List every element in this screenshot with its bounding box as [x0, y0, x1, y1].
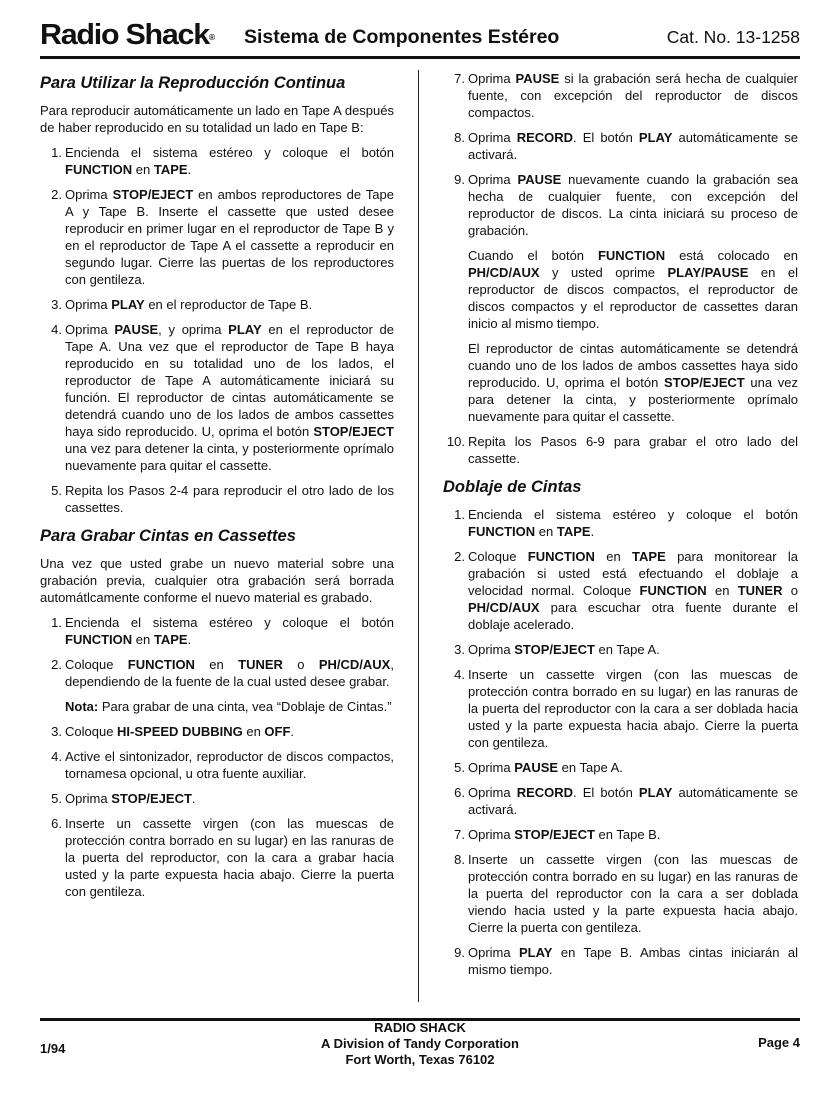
step-item	[40, 656, 394, 715]
step-text: para escuchar otra fuente durante el doblaje acelerado.	[468, 600, 798, 632]
step-paragraph	[65, 614, 394, 648]
step-text: y usted oprime	[539, 265, 668, 280]
step-text: una vez para detener la cinta, y posteriormente oprímalo nuevamente para quitar el cassette.	[468, 375, 798, 424]
footer-division: A Division of Tandy Corporation	[321, 1036, 519, 1051]
right-column	[443, 70, 798, 988]
step-text: Oprima	[65, 791, 112, 806]
control-name: FUNCTION	[65, 162, 133, 177]
step-item	[40, 144, 394, 178]
step-text: .	[590, 524, 595, 539]
step-text: Inserte un cassette virgen (con las muescas de protección contra borrado en su lugar) en las ranuras de la puerta del reproductor con la cara a ser doblada viendo hacia usted y la parte expuesta hacia abajo. Cierre la puerta con gentileza.	[468, 852, 798, 935]
step-text: en	[132, 632, 154, 647]
step-paragraph	[65, 723, 394, 740]
step-paragraph	[65, 482, 394, 516]
step-text: en	[535, 524, 557, 539]
step-text: .	[187, 632, 192, 647]
catalog-number: Cat. No. 13-1258	[666, 27, 800, 47]
step-text: en Tape A.	[558, 760, 623, 775]
step-paragraph	[468, 340, 798, 425]
control-name: STOP/EJECT	[112, 187, 194, 202]
control-name: FUNCTION	[597, 248, 666, 263]
step-paragraph	[65, 186, 394, 288]
step-text: .	[187, 162, 192, 177]
step-paragraph	[468, 129, 798, 163]
step-text: Oprima	[65, 187, 113, 202]
step-text: para monitorear la grabación si usted está efectuando el doblaje a velocidad normal. Coloque	[468, 549, 798, 598]
step-number: 1.	[51, 615, 62, 630]
step-item	[40, 482, 394, 516]
step-paragraph	[65, 296, 394, 313]
page-footer	[40, 1020, 800, 1070]
step-item	[40, 815, 394, 900]
step-text: Repita los Pasos 2-4 para reproducir el otro lado de los cassettes.	[65, 483, 394, 515]
control-name: STOP/EJECT	[514, 827, 595, 842]
step-list	[443, 70, 798, 467]
step-number: 9.	[454, 945, 465, 960]
step-text: Oprima	[65, 322, 115, 337]
step-text: en ambos reproductores de Tape A y Tape B. Inserte el cassette que usted desee reproducir en primer lugar en el reproductor de Tape B y en el reproductor de Tape A el cassette a reproducir en segundo lugar. Cierre las puertas de los reproductores con gentileza.	[65, 187, 395, 287]
control-name: PLAY	[638, 130, 673, 145]
step-item	[40, 296, 394, 313]
step-item	[40, 748, 394, 782]
control-name: PH/CD/AUX	[318, 657, 391, 672]
control-name: PAUSE	[114, 322, 159, 337]
step-text: Oprima	[468, 172, 518, 187]
step-text: en	[706, 583, 738, 598]
step-number: 6.	[51, 816, 62, 831]
step-text: . El botón	[573, 130, 639, 145]
step-paragraph	[65, 144, 394, 178]
control-name: TAPE	[556, 524, 591, 539]
step-paragraph	[65, 748, 394, 782]
step-text: .	[191, 791, 196, 806]
step-list	[40, 144, 394, 516]
registered-mark: ®	[208, 33, 214, 42]
step-number: 2.	[51, 657, 62, 672]
step-text: en Tape A.	[594, 642, 660, 657]
step-number: 3.	[51, 724, 62, 739]
step-number: 2.	[454, 549, 465, 564]
step-item	[443, 784, 798, 818]
step-number: 2.	[51, 187, 62, 202]
control-name: STOP/EJECT	[111, 791, 192, 806]
step-text: en Tape B. Ambas cintas iniciarán al mismo tiempo.	[468, 945, 799, 977]
section-heading-dubbing: Doblaje de Cintas	[443, 478, 582, 496]
step-text: El reproductor de cintas automáticamente se detendrá cuando uno de los lados de ambos cassettes haya sido reproducido. U, oprima el botón	[468, 341, 798, 390]
step-paragraph	[65, 656, 394, 690]
step-list	[40, 614, 394, 900]
step-number: 1.	[454, 507, 465, 522]
step-number: 5.	[454, 760, 465, 775]
step-item	[443, 759, 798, 776]
page-number: Page 4	[758, 1035, 800, 1050]
footer-company: RADIO SHACK	[374, 1020, 466, 1035]
step-item	[40, 790, 394, 807]
note-label: Nota:	[65, 699, 99, 714]
step-item	[443, 666, 798, 751]
step-paragraph	[65, 815, 394, 900]
step-text: Oprima	[468, 827, 515, 842]
footer-address-block	[220, 1020, 620, 1068]
control-name: STOP/EJECT	[514, 642, 595, 657]
step-number: 3.	[454, 642, 465, 657]
step-paragraph	[468, 759, 798, 776]
control-name: OFF	[264, 724, 291, 739]
step-text: en Tape B.	[594, 827, 661, 842]
step-paragraph	[468, 70, 798, 121]
control-name: PLAY	[228, 322, 262, 337]
header-rule	[40, 56, 800, 59]
step-text: Oprima	[468, 760, 515, 775]
step-text: Cuando el botón	[468, 248, 598, 263]
control-name: PAUSE	[517, 172, 562, 187]
step-paragraph	[468, 548, 798, 633]
step-text: en el reproductor de Tape A. Una vez que el reproductor de Tape B haya reproducido en su totalidad uno de los lados, el reproductor de Tape A automáticamente iniciará su función. El reproductor de cintas automáticamente se detendrá cuando uno de los lados de ambos cassettes haya sido reproducido. U, oprima el botón	[65, 322, 395, 439]
step-paragraph	[468, 641, 798, 658]
step-text: Oprima	[468, 130, 517, 145]
step-text: está colocado en	[665, 248, 798, 263]
step-number: 4.	[454, 667, 465, 682]
control-name: HI-SPEED DUBBING	[117, 724, 243, 739]
step-number: 7.	[454, 71, 465, 86]
step-text: en	[194, 657, 239, 672]
control-name: TUNER	[737, 583, 783, 598]
control-name: STOP/EJECT	[664, 375, 745, 390]
step-paragraph	[468, 506, 798, 540]
footer-address: Fort Worth, Texas 76102	[345, 1052, 495, 1067]
step-item	[443, 826, 798, 843]
step-text: automáticamente se activará.	[468, 785, 798, 817]
step-text: Repita los Pasos 6-9 para grabar el otro lado del cassette.	[468, 434, 798, 466]
step-number: 5.	[51, 483, 62, 498]
step-text: en	[242, 724, 265, 739]
control-name: FUNCTION	[639, 583, 707, 598]
control-name: PLAY/PAUSE	[667, 265, 749, 280]
section-heading-continuous-playback: Para Utilizar la Reproducción Continua	[40, 74, 346, 92]
control-name: RECORD	[516, 130, 574, 145]
step-number: 8.	[454, 852, 465, 867]
step-text: .	[290, 724, 295, 739]
control-name: PAUSE	[515, 71, 560, 86]
step-text: o	[782, 583, 799, 598]
step-paragraph	[468, 433, 798, 467]
step-text: Oprima	[468, 642, 515, 657]
control-name: FUNCTION	[127, 657, 195, 672]
step-text: automáticamente se activará.	[468, 130, 798, 162]
step-text: Encienda el sistema estéreo y coloque el botón	[65, 145, 394, 160]
step-text: o	[282, 657, 319, 672]
step-item	[443, 70, 798, 121]
step-text: Encienda el sistema estéreo y coloque el botón	[468, 507, 798, 522]
step-text: Inserte un cassette virgen (con las muescas de protección contra borrado en su lugar) en las ranuras de la puerta del reproductor con la cara a ser doblada hacia usted y la parte expuesta hacia abajo. Cierre la puerta con gentileza.	[468, 667, 798, 750]
radio-shack-logo	[40, 18, 214, 52]
control-name: PAUSE	[514, 760, 559, 775]
step-text: en	[132, 162, 154, 177]
step-number: 1.	[51, 145, 62, 160]
step-text: Coloque	[65, 724, 118, 739]
step-number: 10.	[446, 434, 465, 449]
logo-text: Radio Shack	[40, 19, 209, 51]
note-text: Para grabar de una cinta, vea “Doblaje de Cintas.”	[98, 699, 392, 714]
step-text: , dependiendo de la fuente de la cual usted desee grabar.	[65, 657, 394, 689]
section-heading-recording: Para Grabar Cintas en Cassettes	[40, 527, 296, 545]
step-paragraph	[468, 784, 798, 818]
step-paragraph	[468, 826, 798, 843]
step-note	[65, 698, 394, 715]
step-text: , y oprima	[158, 322, 229, 337]
column-divider	[418, 70, 419, 1002]
step-item	[443, 641, 798, 658]
section-intro: Una vez que usted grabe un nuevo material sobre una grabación previa, cualquier otra grabación será borrada automátlcamente conforme el nuevo material es grabado.	[40, 556, 394, 605]
section-intro: Para reproducir automáticamente un lado en Tape A después de haber reproducido en su totalidad un lado en Tape B:	[40, 103, 394, 135]
left-column	[40, 70, 394, 910]
control-name: TAPE	[632, 549, 666, 564]
step-item	[40, 321, 394, 474]
step-text: . El botón	[573, 785, 639, 800]
step-item	[443, 433, 798, 467]
step-item	[443, 129, 798, 163]
step-item	[443, 851, 798, 936]
step-text: si la grabación será hecha de cualquier fuente, con excepción del reproductor de discos compactos.	[468, 71, 798, 120]
step-text: Oprima	[65, 297, 112, 312]
step-paragraph	[468, 944, 798, 978]
step-number: 5.	[51, 791, 62, 806]
step-number: 6.	[454, 785, 465, 800]
step-item	[40, 723, 394, 740]
step-text: Coloque	[65, 657, 128, 672]
step-text: Active el sintonizador, reproductor de discos compactos, tornamesa opcional, u otra fuente auxiliar.	[65, 749, 394, 781]
step-paragraph	[468, 247, 798, 332]
step-item	[443, 548, 798, 633]
step-number: 4.	[51, 322, 62, 337]
step-item	[40, 186, 394, 288]
control-name: PLAY	[638, 785, 673, 800]
step-number: 4.	[51, 749, 62, 764]
step-number: 3.	[51, 297, 62, 312]
step-item	[443, 506, 798, 540]
step-number: 8.	[454, 130, 465, 145]
step-text: en el reproductor de Tape B.	[144, 297, 313, 312]
control-name: RECORD	[516, 785, 574, 800]
step-list	[443, 506, 798, 978]
page-header	[40, 18, 800, 56]
control-name: TUNER	[238, 657, 283, 672]
step-item	[443, 171, 798, 425]
control-name: STOP/EJECT	[313, 424, 394, 439]
document-title: Sistema de Componentes Estéreo	[244, 26, 560, 48]
step-number: 7.	[454, 827, 465, 842]
step-text: una vez para detener la cinta, y posteriormente oprímalo nuevamente para quitar el cassette.	[65, 441, 394, 473]
step-text: Oprima	[468, 785, 517, 800]
step-text: nuevamente cuando la grabación sea hecha de cualquier fuente, con excepción del reproductor de discos. La cinta iniciará su proceso de grabación.	[468, 172, 798, 238]
control-name: PLAY	[111, 297, 145, 312]
control-name: PH/CD/AUX	[468, 265, 540, 280]
step-item	[40, 614, 394, 648]
footer-date: 1/94	[40, 1041, 66, 1056]
step-text: Encienda el sistema estéreo y coloque el botón	[65, 615, 394, 630]
step-text: Coloque	[468, 549, 528, 564]
step-text: Oprima	[468, 945, 519, 960]
step-paragraph	[65, 321, 394, 474]
control-name: FUNCTION	[65, 632, 133, 647]
control-name: FUNCTION	[527, 549, 595, 564]
step-paragraph	[65, 790, 394, 807]
control-name: FUNCTION	[468, 524, 536, 539]
step-paragraph	[468, 851, 798, 936]
step-paragraph	[468, 666, 798, 751]
step-text: en el reproductor de discos compactos, el reproductor de discos compactos y el reproductor de cassettes daran inicio al mismo tiempo.	[468, 265, 798, 331]
step-item	[443, 944, 798, 978]
control-name: TAPE	[153, 632, 188, 647]
control-name: PH/CD/AUX	[468, 600, 540, 615]
step-text: Oprima	[468, 71, 516, 86]
control-name: PLAY	[519, 945, 553, 960]
control-name: TAPE	[153, 162, 188, 177]
step-text: Inserte un cassette virgen (con las muescas de protección contra borrado en su lugar) en las ranuras de la puerta del reproductor, con la cara a grabar hacia usted y la parte expuesta hacia abajo. Cierre la puerta con gentileza.	[65, 816, 394, 899]
step-number: 9.	[454, 172, 465, 187]
step-paragraph	[468, 171, 798, 239]
step-text: en	[594, 549, 633, 564]
